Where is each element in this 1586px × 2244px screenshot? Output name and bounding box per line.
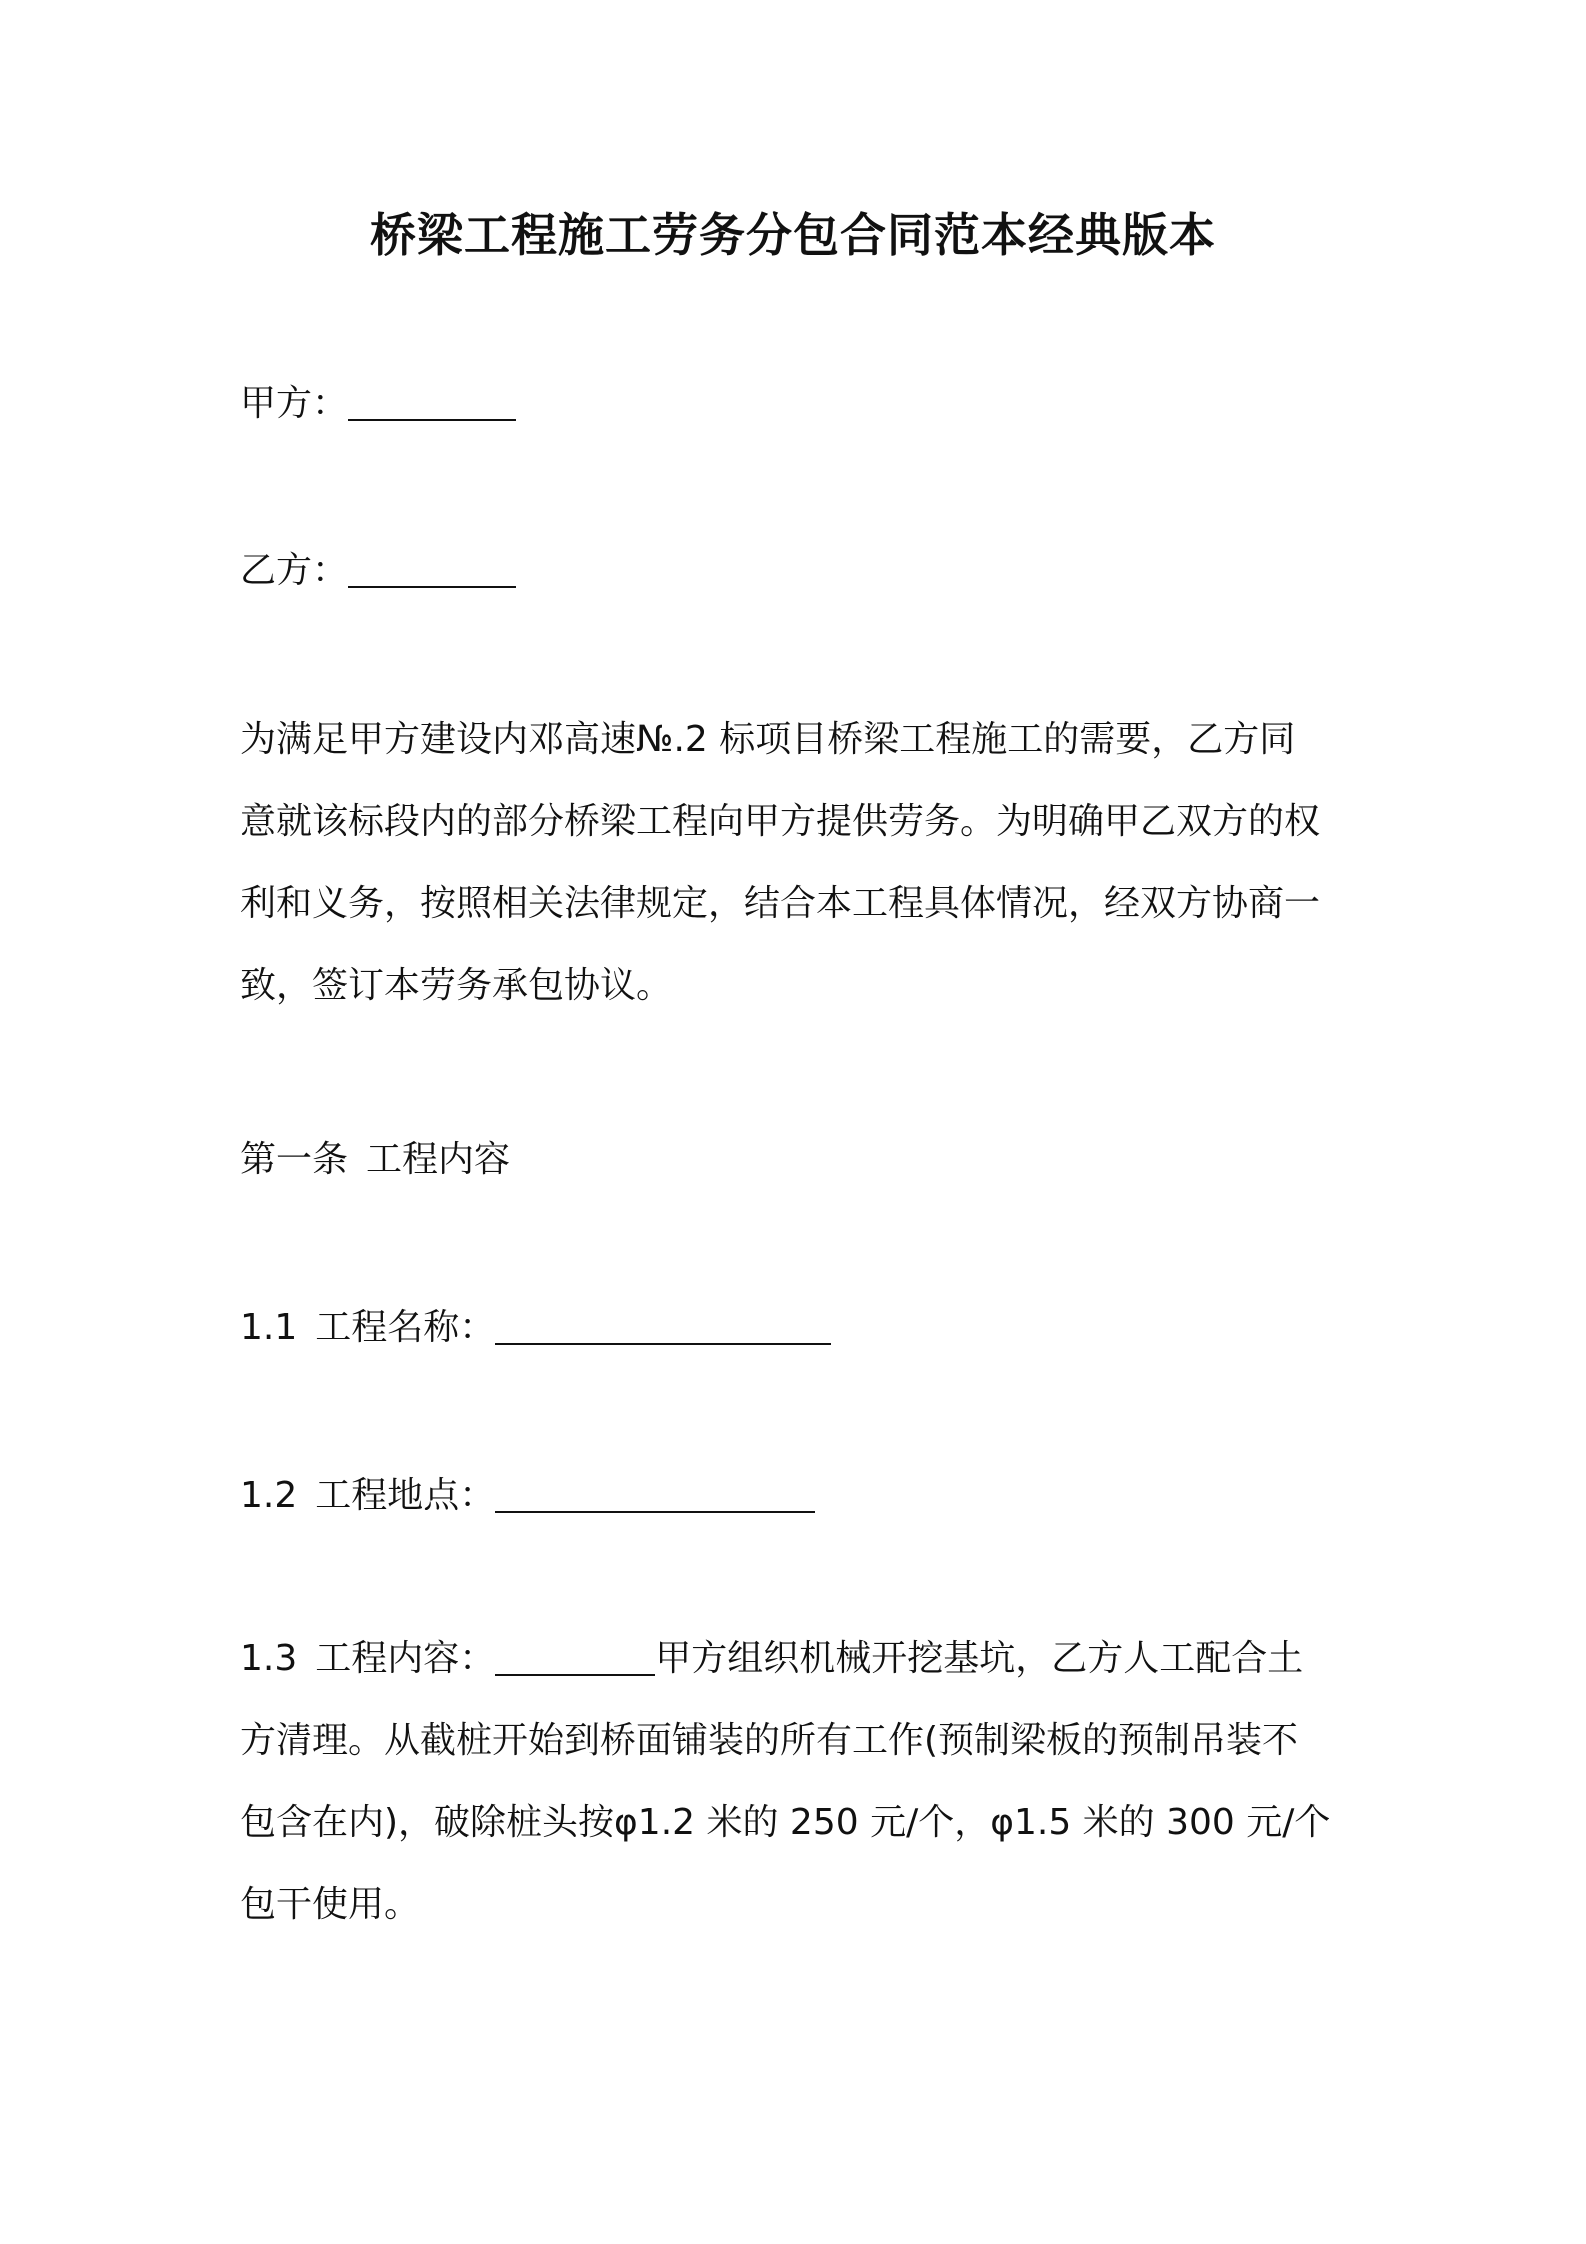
- item-1-3-paragraph: [240, 1618, 1350, 1946]
- preamble-line: 致，签订本劳务承包协议。: [240, 965, 673, 1006]
- item-1-3-first-line-text: 甲方组织机械开挖基坑，乙方人工配合土: [655, 1638, 1304, 1679]
- article-1-title: 工程内容: [366, 1139, 511, 1180]
- item-1-1-label: 工程名称：: [315, 1307, 496, 1348]
- item-1-3-first-line: [240, 1618, 1350, 1700]
- preamble-line: 意就该标段内的部分桥梁工程向甲方提供劳务。为明确甲乙双方的权: [240, 801, 1321, 842]
- item-1-2-label: 工程地点：: [315, 1475, 496, 1516]
- party-b-label: 乙方：: [240, 550, 349, 591]
- item-1-2-number: 1.2: [240, 1475, 298, 1516]
- item-1-3-blank: [495, 1638, 655, 1676]
- preamble-line: 为满足甲方建设内邓高速№.2 标项目桥梁工程施工的需要，乙方同: [240, 719, 1296, 760]
- article-1-number: 第一条: [240, 1139, 349, 1180]
- item-1-2-blank: [495, 1475, 815, 1513]
- item-1-3-line: 包含在内)，破除桩头按φ1.2 米的 250 元/个，φ1.5 米的 300 元/个: [240, 1802, 1331, 1843]
- party-b-line: [240, 547, 516, 595]
- document-title: 桥梁工程施工劳务分包合同范本经典版本: [370, 208, 1216, 262]
- party-a-line: [240, 380, 516, 428]
- item-1-3-label: 工程内容：: [315, 1638, 496, 1679]
- item-1-3-line: 方清理。从截桩开始到桥面铺装的所有工作(预制梁板的预制吊装不: [240, 1720, 1299, 1761]
- item-1-1-blank: [495, 1307, 831, 1345]
- article-1-heading: [240, 1136, 510, 1184]
- item-1-2-line: [240, 1472, 815, 1520]
- preamble-paragraph: [240, 699, 1350, 1027]
- item-1-1-number: 1.1: [240, 1307, 298, 1348]
- item-1-1-line: [240, 1304, 831, 1352]
- item-1-3-line: 包干使用。: [240, 1884, 421, 1925]
- preamble-line: 利和义务，按照相关法律规定，结合本工程具体情况，经双方协商一: [240, 883, 1321, 924]
- item-1-3-number: 1.3: [240, 1638, 298, 1679]
- party-a-label: 甲方：: [240, 383, 349, 424]
- party-b-blank: [348, 550, 516, 588]
- party-a-blank: [348, 383, 516, 421]
